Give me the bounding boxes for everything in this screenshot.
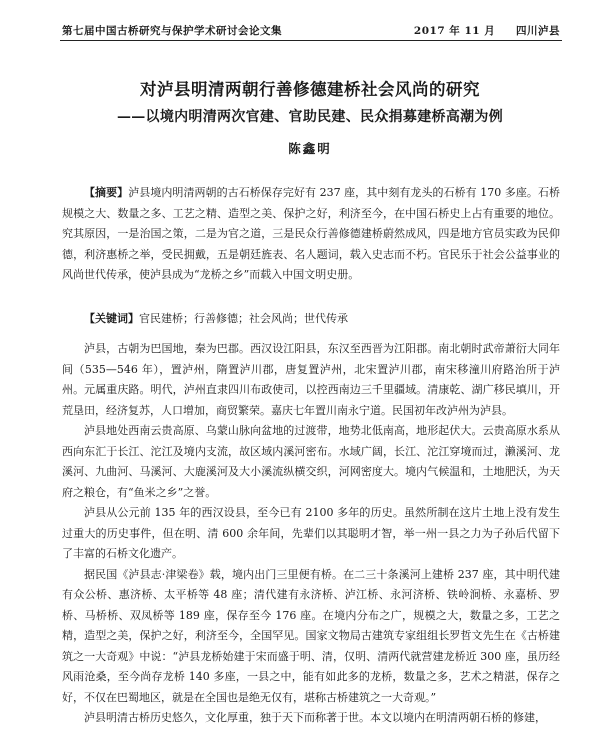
header-date: 2017 年 11 月 xyxy=(413,25,496,37)
abstract-label: 【摘要】 xyxy=(84,186,129,199)
body-paragraph-3: 泸县从公元前 135 年的西汉设县，至今已有 2100 多年的历史。虽然所制在这片土地上没有发生过重大的历史事件，但在明、清 600 余年间，先辈们以其聪明才智，举一州一县之力为子孙后代留下了丰富的石桥文化遗产。 xyxy=(62,506,560,560)
paper-author: 陈鑫明 xyxy=(288,141,332,156)
body-paragraph-5: 泸县明清古桥历史悠久，文化厚重，独于天下而称著于世。本文以境内在明清两朝石桥的修建， xyxy=(84,711,546,724)
main-body xyxy=(62,339,560,729)
body-paragraph-2: 泸县地处西南云贵高原、乌蒙山脉向盆地的过渡带，地势北低南高，地形起伏大。云贵高原水系从西向东汇于长江、沱江及境内支流，故区域内溪河密布。水域广阔，长江、沱江穿境而过，濑溪河、龙溪河、九曲河、马溪河、大鹿溪河及大小溪流纵横交织，河网密度大。境内气候温和，土地肥沃，为天府之粮仓，有“鱼米之乡”之誉。 xyxy=(62,424,560,499)
abstract-text: 泸县境内明清两朝的古石桥保存完好有 237 座，其中刻有龙头的石桥有 170 多座。石桥规模之大、数量之多、工艺之精、造型之美、保护之好，利济至今，在中国石桥史上占有重要的地位。究其原因，一是治国之策，二是为官之道，三是民众行善修德建桥蔚然成风，四是地方官员实政为民仰德，利济惠桥之举，受民拥戴，五是朝廷旌表、名人题词，载入史志而不朽。官民乐于社会公益事业的风尚世代传承，使泸县成为“龙桥之乡”而载入中国文明史册。 xyxy=(62,186,560,281)
keywords xyxy=(62,309,560,330)
header-journal-title: 第七届中国古桥研究与保护学术研讨会论文集 xyxy=(62,25,282,37)
keywords-label: 【关键词】 xyxy=(84,312,139,325)
header-rule xyxy=(60,40,562,41)
header-location: 四川泸县 xyxy=(516,25,560,37)
header-date-location xyxy=(414,23,560,38)
paper-subtitle: ——以境内明清两次官建、官助民建、民众捐募建桥高潮为例 xyxy=(116,109,504,125)
paper-title: 对泸县明清两朝行善修德建桥社会风尚的研究 xyxy=(140,80,480,99)
keywords-text: 官民建桥；行善修德；社会风尚；世代传承 xyxy=(139,312,348,325)
running-header xyxy=(62,16,560,38)
body-paragraph-4: 据民国《泸县志·津梁卷》载，境内出门三里便有桥。在二三十条溪河上建桥 237 座，其中明代建有众公桥、惠济桥、太平桥等 48 座；清代建有永济桥、泸江桥、永河济桥、铁岭涧桥、永嘉桥、罗桥、马桥桥、双凤桥等 189 座，保存至今 176 座。在境内分布之广，规模之大，数量之多，工艺之精，造型之美，保护之好，利济至今，全国罕见。国家文物局古建筑专家组组长罗哲文先生在《古桥建筑之一大奇观》中说：“泸县龙桥始建于宋而盛于明、清，仅明、清两代就营建龙桥近 300 座，虽历经风雨沧桑，至今尚存龙桥 140 多座，一县之中，能有如此多的龙桥，数量之多，艺术之精湛，保存之好，不仅在巴蜀地区，就是在全国也是绝无仅有，堪称古桥建筑之一大奇观。” xyxy=(62,567,560,704)
abstract xyxy=(62,183,560,286)
body-paragraph-1: 泸县，古朝为巴国地，秦为巴郡。西汉设江阳县，东汉至西晋为江阳郡。南北朝时武帝萧衍大同年间（535—546 年），置泸州，隋置泸川郡，唐复置泸州，北宋置泸川郡，南宋移潼川府路治所于泸州。元属重庆路。明代，泸州直隶四川布政使司，以控西南边三千里疆域。清康乾、湖广移民填川，开荒垦田，经济复苏，人口增加，商贸繁荣。嘉庆七年置川南永宁道。民国初年改泸州为泸县。 xyxy=(62,342,560,417)
